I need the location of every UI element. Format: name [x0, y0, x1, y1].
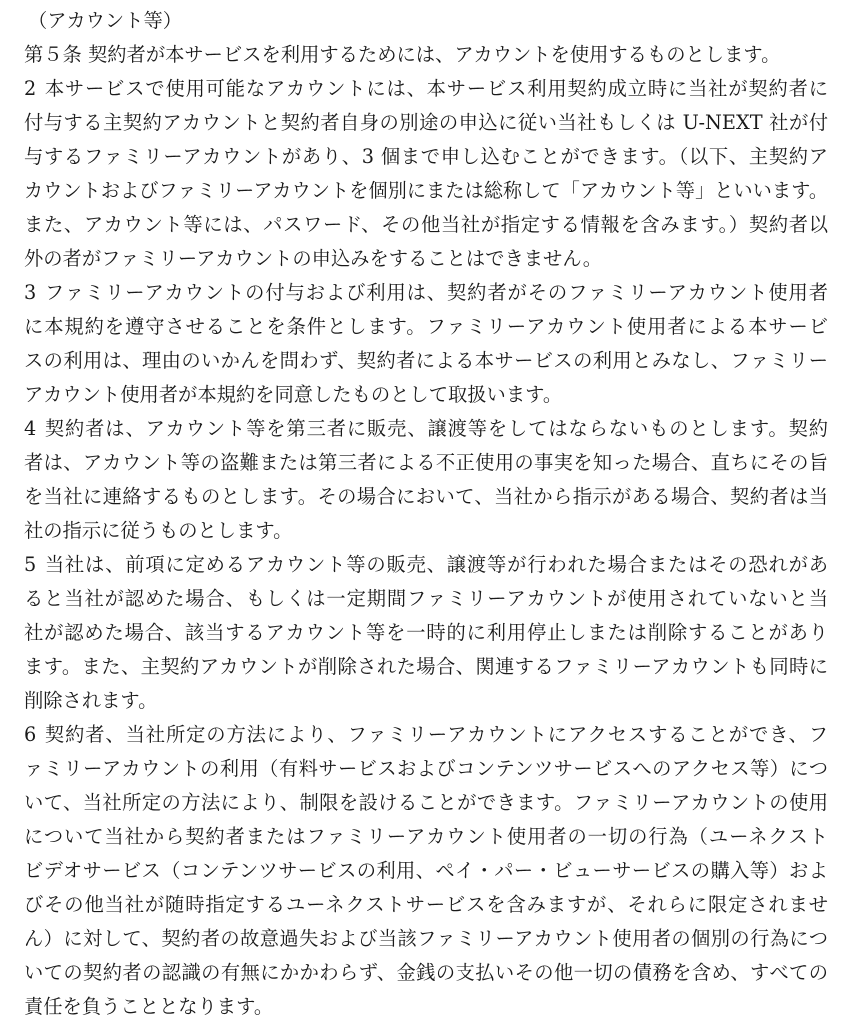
- paragraph-line: [24, 718, 828, 752]
- article-text: 契約者が本サービスを利用するためには、アカウントを使用するものとします。: [87, 43, 781, 66]
- paragraph-line: カウントおよびファミリーアカウントを個別にまたは総称して「アカウント等」といいます。: [24, 179, 828, 202]
- paragraph-line: 削除されます。: [24, 689, 158, 712]
- paragraph-number: 5: [24, 553, 37, 576]
- paragraph-text: 本サービスで使用可能なアカウントには、本サービス利用契約成立時に当社が契約者に: [44, 77, 828, 100]
- paragraph-number: 6: [24, 723, 37, 746]
- paragraph-line: 責任を負うこととなります。: [24, 995, 274, 1018]
- paragraph-line: びその他当社が随時指定するユーネクストサービスを含みますが、それらに限定されませ: [24, 893, 828, 916]
- paragraph-line: ん）に対して、契約者の故意過失および当該ファミリーアカウント使用者の個別の行為につ: [24, 927, 828, 950]
- paragraph-line: [24, 72, 828, 106]
- paragraph-line: 外の者がファミリーアカウントの申込みをすることはできません。: [24, 247, 603, 270]
- paragraph-line: 付与する主契約アカウントと契約者自身の別途の申込に従い当社もしくは U-NEXT 社が付: [24, 111, 828, 134]
- paragraph-3: [24, 276, 828, 412]
- paragraph-6: [24, 718, 828, 1024]
- article-label: 第５条: [24, 43, 82, 66]
- paragraph-4: [24, 412, 828, 548]
- paragraph-line: いての契約者の認識の有無にかかわらず、金銭の支払いその他一切の債務を含め、すべての: [24, 961, 828, 984]
- paragraph-line: ると当社が認めた場合、もしくは一定期間ファミリーアカウントが使用されていないと当: [24, 587, 828, 610]
- paragraph-text: 契約者、当社所定の方法により、ファミリーアカウントにアクセスすることができ、フ: [44, 723, 828, 746]
- paragraph-number: 2: [24, 77, 37, 100]
- paragraph-line: について当社から契約者またはファミリーアカウント使用者の一切の行為（ユーネクスト: [24, 825, 828, 848]
- paragraph-list: [24, 72, 828, 1024]
- paragraph-line: ァミリーアカウントの利用（有料サービスおよびコンテンツサービスへのアクセス等）につ: [24, 757, 828, 780]
- article-5-line: [24, 38, 828, 72]
- paragraph-line: [24, 276, 828, 310]
- paragraph-line: アカウント使用者が本規約を同意したものとして取扱います。: [24, 383, 563, 406]
- paragraph-line: 社の指示に従うものとします。: [24, 519, 293, 542]
- paragraph-2: [24, 72, 828, 276]
- paragraph-text: 契約者は、アカウント等を第三者に販売、譲渡等をしてはならないものとします。契約: [44, 417, 828, 440]
- paragraph-line: 与するファミリーアカウントがあり、3 個まで申し込むことができます。（以下、主契約ア: [24, 145, 828, 168]
- paragraph-line: スの利用は、理由のいかんを問わず、契約者による本サービスの利用とみなし、ファミリー: [24, 349, 828, 372]
- paragraph-text: ファミリーアカウントの付与および利用は、契約者がそのファミリーアカウント使用者: [44, 281, 828, 304]
- paragraph-number: 4: [24, 417, 37, 440]
- paragraph-text: 当社は、前項に定めるアカウント等の販売、譲渡等が行われた場合またはその恐れがあ: [44, 553, 828, 576]
- paragraph-line: [24, 548, 828, 582]
- paragraph-line: [24, 412, 828, 446]
- paragraph-line: 社が認めた場合、該当するアカウント等を一時的に利用停止しまたは削除することがあり: [24, 621, 828, 644]
- paragraph-line: ます。また、主契約アカウントが削除された場合、関連するファミリーアカウントも同時に: [24, 655, 828, 678]
- paragraph-line: を当社に連絡するものとします。その場合において、当社から指示がある場合、契約者は当: [24, 485, 828, 508]
- paragraph-line: に本規約を遵守させることを条件とします。ファミリーアカウント使用者による本サービ: [24, 315, 828, 338]
- paragraph-line: また、アカウント等には、パスワード、その他当社が指定する情報を含みます。）契約者以: [24, 213, 828, 236]
- section-heading: （アカウント等）: [28, 9, 183, 32]
- paragraph-line: 者は、アカウント等の盗難または第三者による不正使用の事実を知った場合、直ちにその旨: [24, 451, 828, 474]
- paragraph-line: いて、当社所定の方法により、制限を設けることができます。ファミリーアカウントの使用: [24, 791, 828, 814]
- paragraph-line: ビデオサービス（コンテンツサービスの利用、ペイ・パー・ビューサービスの購入等）およ: [24, 859, 828, 882]
- paragraph-number: 3: [24, 281, 37, 304]
- paragraph-5: [24, 548, 828, 718]
